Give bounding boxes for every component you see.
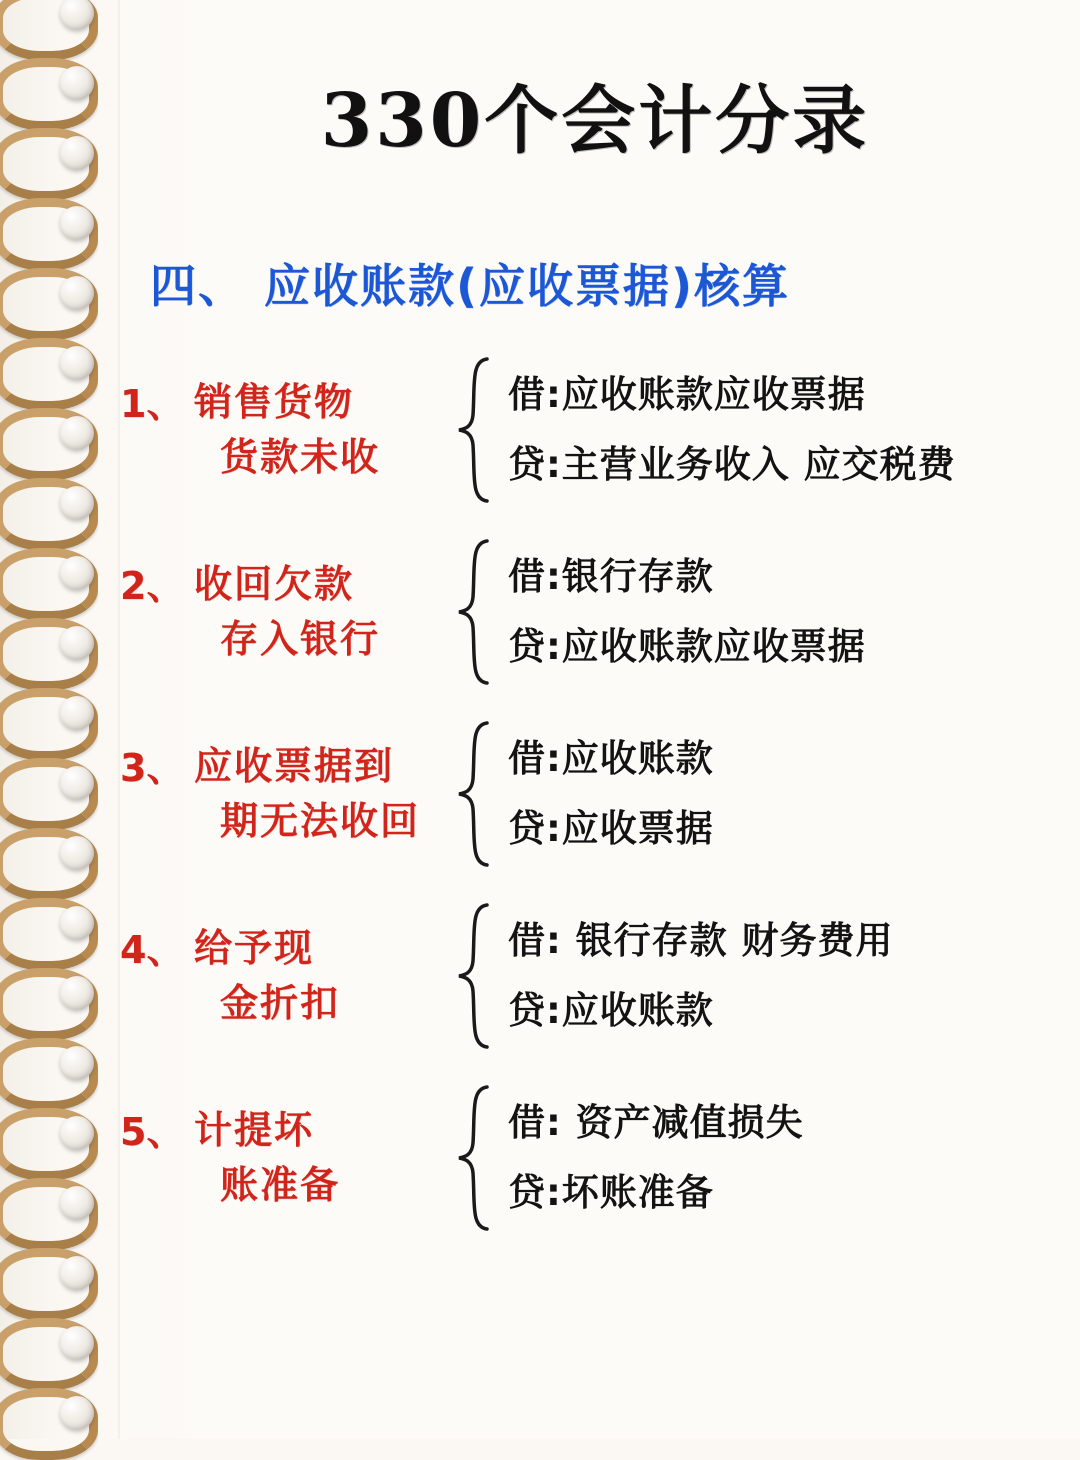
spiral-binding [0,0,120,1439]
entry-debit: 借: 资产减值损失 [508,1100,804,1144]
entry-list [120,355,1070,1265]
brace-icon [450,901,496,1051]
entry-number: 3、 [120,745,185,790]
entry-topic-line2: 期无法收回 [220,799,421,843]
list-item [120,901,1070,1051]
entry-journal [496,737,1070,852]
entry-journal [496,373,1070,488]
entry-topic [120,557,450,667]
entry-topic [120,375,450,485]
entry-topic-line1: 收回欠款 [194,561,355,606]
list-item [120,719,1070,869]
section-heading: 四、 应收账款(应收票据)核算 [150,259,791,313]
brace-icon [450,355,496,505]
entry-debit: 借:应收账款应收票据 [508,372,866,416]
entry-topic-line2: 存入银行 [220,617,381,661]
entry-topic [120,921,450,1031]
list-item [120,1083,1070,1233]
list-item [120,537,1070,687]
entry-topic [120,1103,450,1213]
entry-credit: 贷:应收账款 [508,989,714,1032]
entry-topic-line1: 计提坏 [194,1107,315,1152]
entry-debit: 借:应收账款 [508,736,714,780]
brace-icon [450,719,496,869]
entry-topic-line1: 给予现 [194,925,315,970]
entry-topic-line2: 账准备 [220,1163,341,1207]
entry-credit: 贷:主营业务收入 应交税费 [508,443,956,486]
entry-debit: 借: 银行存款 财务费用 [508,918,894,962]
list-item [120,355,1070,505]
brace-icon [450,1083,496,1233]
entry-topic-line1: 应收票据到 [194,743,395,788]
entry-journal [496,555,1070,670]
entry-number: 2、 [120,563,185,608]
entry-topic-line2: 货款未收 [220,435,381,479]
page-title: 330个会计分录 [320,78,870,164]
entry-topic-line1: 销售货物 [194,379,355,424]
entry-credit: 贷:坏账准备 [508,1171,714,1214]
entry-number: 5、 [120,1109,185,1154]
entry-number: 1、 [120,381,185,426]
entry-debit: 借:银行存款 [508,554,714,598]
entry-credit: 贷:应收账款应收票据 [508,625,866,668]
brace-icon [450,537,496,687]
entry-journal [496,919,1070,1034]
entry-number: 4、 [120,927,185,972]
entry-credit: 贷:应收票据 [508,807,714,850]
entry-journal [496,1101,1070,1216]
entry-topic [120,739,450,849]
entry-topic-line2: 金折扣 [220,981,341,1025]
